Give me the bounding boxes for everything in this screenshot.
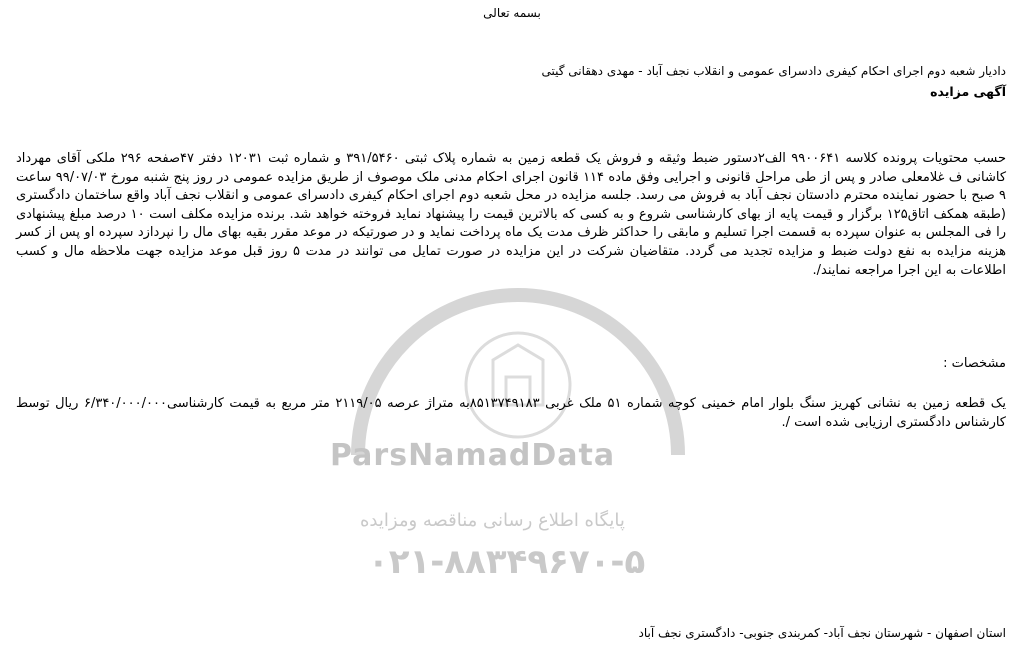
- watermark-brand: ParsNamadData: [330, 438, 616, 473]
- issuer-line: دادیار شعبه دوم اجرای احکام کیفری دادسرای عمومی و انقلاب نجف آباد - مهدی دهقانی گیتی: [541, 64, 1006, 78]
- specs-text: یک قطعه زمین به نشانی کهریز سنگ بلوار امام خمینی کوچه شماره ۵۱ ملک غربی ۸۵۱۳۷۴۹۱۸۳به متراژ عرصه ۲۱۱۹/۰۵ متر مربع به قیمت کارشناسی۶/۳۴۰/۰۰۰/۰۰۰ ریال توسط کارشناس دادگستری ارزیابی شده است /.: [16, 396, 1006, 430]
- watermark-logo-icon: [318, 265, 718, 515]
- specs-label: مشخصات :: [943, 356, 1006, 371]
- notice-heading: آگهی مزایده: [930, 84, 1006, 99]
- footer-address: استان اصفهان - شهرستان نجف آباد- کمربندی جنوبی- دادگستری نجف آباد: [638, 626, 1006, 640]
- watermark-phone: ۰۲۱-۸۸۳۴۹۶۷۰-۵: [368, 542, 646, 582]
- invocation-header: بسمه تعالی: [483, 6, 541, 20]
- notice-body: حسب محتویات پرونده کلاسه ۹۹۰۰۶۴۱ الف۲دستور ضبط وثیقه و فروش یک قطعه زمین به شماره پلاک ثبتی ۳۹۱/۵۴۶۰ و شماره ثبت ۱۲۰۳۱ دفتر ۴۷صفحه ۲۹۶ ملکی آقای مهرداد کاشانی ف غلامعلی صادر و پس از طی مراحل قانونی و اجرایی وفق ماده ۱۱۴ قانون اجرای احکام مدنی ملک موصوف از طریق مزایده عمومی در روز پنج شنبه مورخ ۹۹/۰۷/۰۳ ساعت ۹ صبح با حضور نماینده محترم دادستان نجف آباد به فروش می رسد. جلسه مزایده در محل شعبه دوم اجرای احکام کیفری دادسرای عمومی و انقلاب نجف آباد واقع ساختمان دادگستری (طبقه همکف اتاق۱۲۵ برگزار و قیمت پایه از بهای کارشناسی شروع و به کسی که بالاترین قیمت را پیشنهاد نماید فروخته خواهد شد. برنده مزایده مکلف است ۱۰ درصد مبلغ پیشنهادی را فی المجلس به عنوان سپرده به قسمت اجرا تسلیم و مابقی را حداکثر ظرف مدت یک ماه پرداخت نماید و در صورتیکه در موعد مقرر بقیه بهای مال را نپردازد سپرده او پس از کسر هزینه مزایده به نفع دولت ضبط و مزایده تجدید می گردد. متقاضیان شرکت در این مزایده در صورت تمایل می توانند در مدت ۵ روز قبل موعد مزایده جهت ملاحظه مال و کسب اطلاعات به این اجرا مراجعه نمایند/.: [16, 151, 1007, 278]
- watermark-tagline: پایگاه اطلاع رسانی مناقصه ومزایده: [360, 510, 625, 531]
